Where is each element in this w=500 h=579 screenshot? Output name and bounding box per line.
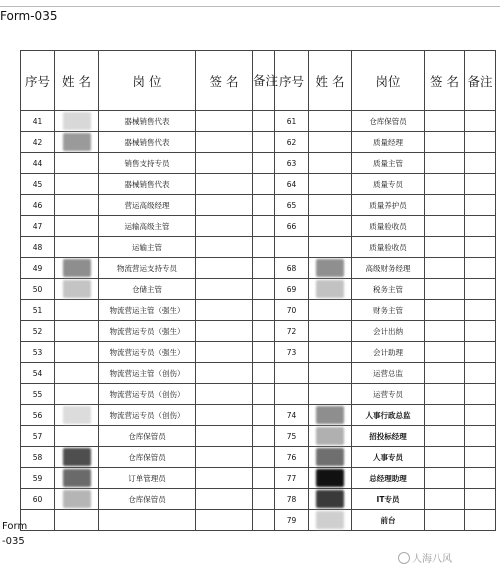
row-post-2: 招投标经理 xyxy=(352,426,425,447)
table-row xyxy=(21,342,496,363)
row-remark-2 xyxy=(465,405,496,426)
row-name xyxy=(55,300,99,321)
signature-table xyxy=(20,50,496,531)
header-row xyxy=(21,51,496,111)
row-name-2 xyxy=(309,363,352,384)
row-no: 45 xyxy=(21,174,55,195)
redacted-name-block xyxy=(316,427,344,445)
table-row xyxy=(21,132,496,153)
row-post: 运输高级主管 xyxy=(99,216,196,237)
row-remark xyxy=(253,510,275,531)
row-sign-2[interactable] xyxy=(425,342,465,363)
row-sign[interactable] xyxy=(196,237,253,258)
col-header-remark: 备注 xyxy=(253,51,275,111)
row-name-2 xyxy=(309,489,352,510)
row-post: 器械销售代表 xyxy=(99,111,196,132)
row-name-2 xyxy=(309,258,352,279)
row-remark-2 xyxy=(465,468,496,489)
redacted-name-block xyxy=(63,469,91,487)
row-remark-2 xyxy=(465,174,496,195)
row-post-2: IT专员 xyxy=(352,489,425,510)
row-name-2 xyxy=(309,468,352,489)
row-name-2 xyxy=(309,132,352,153)
table-row xyxy=(21,363,496,384)
row-post-2: 质量验收员 xyxy=(352,237,425,258)
row-remark-2 xyxy=(465,447,496,468)
row-sign-2[interactable] xyxy=(425,468,465,489)
row-remark-2 xyxy=(465,132,496,153)
row-remark-2 xyxy=(465,321,496,342)
row-remark-2 xyxy=(465,300,496,321)
row-no: 48 xyxy=(21,237,55,258)
row-name xyxy=(55,384,99,405)
row-name-2 xyxy=(309,300,352,321)
row-name xyxy=(55,405,99,426)
row-post: 物流营运主管（强生） xyxy=(99,300,196,321)
row-no: 56 xyxy=(21,405,55,426)
row-sign[interactable] xyxy=(196,279,253,300)
row-name xyxy=(55,195,99,216)
table-row xyxy=(21,111,496,132)
row-no-2: 65 xyxy=(275,195,309,216)
row-remark-2 xyxy=(465,237,496,258)
row-post: 物流营运专员（创伤） xyxy=(99,405,196,426)
row-post: 物流营运专员（强生） xyxy=(99,342,196,363)
row-no: 41 xyxy=(21,111,55,132)
row-post-2: 财务主管 xyxy=(352,300,425,321)
row-name xyxy=(55,342,99,363)
row-name xyxy=(55,258,99,279)
row-no: 47 xyxy=(21,216,55,237)
col-header-no-2: 序号 xyxy=(275,51,309,111)
row-sign[interactable] xyxy=(196,300,253,321)
row-post: 物流营运主管（创伤） xyxy=(99,363,196,384)
row-remark-2 xyxy=(465,342,496,363)
row-no: 53 xyxy=(21,342,55,363)
row-remark-2 xyxy=(465,489,496,510)
row-post-2: 前台 xyxy=(352,510,425,531)
row-no-2: 66 xyxy=(275,216,309,237)
row-no-2: 79 xyxy=(275,510,309,531)
col-header-post-2: 岗位 xyxy=(352,51,425,111)
table-row xyxy=(21,237,496,258)
row-name xyxy=(55,447,99,468)
col-header-remark-2: 备注 xyxy=(465,51,496,111)
row-name-2 xyxy=(309,111,352,132)
row-remark-2 xyxy=(465,111,496,132)
row-sign[interactable] xyxy=(196,174,253,195)
row-sign-2[interactable] xyxy=(425,447,465,468)
row-post: 仓储主管 xyxy=(99,279,196,300)
row-post-2: 税务主管 xyxy=(352,279,425,300)
row-no: 50 xyxy=(21,279,55,300)
row-sign-2[interactable] xyxy=(425,300,465,321)
row-no-2: 64 xyxy=(275,174,309,195)
row-no-2: 78 xyxy=(275,489,309,510)
redacted-name-block xyxy=(316,280,344,298)
row-sign[interactable] xyxy=(196,468,253,489)
row-post: 仓库保管员 xyxy=(99,489,196,510)
table-row xyxy=(21,174,496,195)
row-remark xyxy=(253,405,275,426)
row-remark xyxy=(253,132,275,153)
row-no: 57 xyxy=(21,426,55,447)
row-post: 仓库保管员 xyxy=(99,447,196,468)
row-sign[interactable] xyxy=(196,153,253,174)
form-code: Form-035 xyxy=(0,9,58,23)
row-remark xyxy=(253,300,275,321)
redacted-name-block xyxy=(63,259,91,277)
row-no-2: 63 xyxy=(275,153,309,174)
col-header-no: 序号 xyxy=(21,51,55,111)
redacted-name-block xyxy=(63,133,91,151)
row-name-2 xyxy=(309,195,352,216)
watermark xyxy=(398,550,452,565)
row-remark xyxy=(253,363,275,384)
row-remark xyxy=(253,468,275,489)
row-sign[interactable] xyxy=(196,447,253,468)
row-sign-2[interactable] xyxy=(425,174,465,195)
row-name xyxy=(55,321,99,342)
row-name-2 xyxy=(309,447,352,468)
row-remark-2 xyxy=(465,279,496,300)
row-sign[interactable] xyxy=(196,489,253,510)
row-post: 物流营运专员（强生） xyxy=(99,321,196,342)
row-no: 44 xyxy=(21,153,55,174)
row-no-2 xyxy=(275,363,309,384)
row-remark-2 xyxy=(465,258,496,279)
row-sign[interactable] xyxy=(196,258,253,279)
row-no-2 xyxy=(275,237,309,258)
watermark-text: 人海八风 xyxy=(412,554,452,565)
row-sign[interactable] xyxy=(196,363,253,384)
row-remark xyxy=(253,489,275,510)
row-remark xyxy=(253,342,275,363)
redacted-name-block xyxy=(63,112,91,130)
redacted-name-block xyxy=(316,259,344,277)
row-sign[interactable] xyxy=(196,405,253,426)
row-no-2 xyxy=(275,384,309,405)
row-sign-2[interactable] xyxy=(425,321,465,342)
row-post-2: 质量验收员 xyxy=(352,216,425,237)
table-body xyxy=(21,111,496,531)
row-no-2: 75 xyxy=(275,426,309,447)
col-header-sign: 签 名 xyxy=(196,51,253,111)
table-row xyxy=(21,300,496,321)
row-no: 49 xyxy=(21,258,55,279)
row-post-2: 仓库保管员 xyxy=(352,111,425,132)
row-sign-2[interactable] xyxy=(425,195,465,216)
row-sign-2[interactable] xyxy=(425,237,465,258)
form-code-bottom-line-1: Form xyxy=(2,521,28,532)
row-remark-2 xyxy=(465,384,496,405)
row-post-2: 运营专员 xyxy=(352,384,425,405)
table-row xyxy=(21,405,496,426)
row-sign-2[interactable] xyxy=(425,426,465,447)
row-name xyxy=(55,468,99,489)
row-post-2: 会计助理 xyxy=(352,342,425,363)
row-remark xyxy=(253,237,275,258)
row-no-2: 76 xyxy=(275,447,309,468)
row-post: 仓库保管员 xyxy=(99,426,196,447)
redacted-name-block xyxy=(63,280,91,298)
row-sign[interactable] xyxy=(196,426,253,447)
row-name xyxy=(55,174,99,195)
row-no: 59 xyxy=(21,468,55,489)
table-row xyxy=(21,153,496,174)
row-no: 42 xyxy=(21,132,55,153)
redacted-name-block xyxy=(63,448,91,466)
row-post-2: 质量专员 xyxy=(352,174,425,195)
row-sign-2[interactable] xyxy=(425,510,465,531)
row-post xyxy=(99,510,196,531)
row-post: 物流营运专员（创伤） xyxy=(99,384,196,405)
row-name-2 xyxy=(309,342,352,363)
row-sign[interactable] xyxy=(196,321,253,342)
table-row xyxy=(21,468,496,489)
table-row xyxy=(21,216,496,237)
row-name-2 xyxy=(309,153,352,174)
row-no-2: 61 xyxy=(275,111,309,132)
watermark-logo-icon xyxy=(398,552,410,564)
row-no-2: 73 xyxy=(275,342,309,363)
row-post-2: 质量主管 xyxy=(352,153,425,174)
row-sign[interactable] xyxy=(196,510,253,531)
row-name xyxy=(55,426,99,447)
row-sign-2[interactable] xyxy=(425,216,465,237)
row-post: 订单管理员 xyxy=(99,468,196,489)
table-row xyxy=(21,195,496,216)
row-remark-2 xyxy=(465,153,496,174)
row-sign[interactable] xyxy=(196,384,253,405)
row-remark xyxy=(253,195,275,216)
redacted-name-block xyxy=(63,490,91,508)
row-name-2 xyxy=(309,510,352,531)
row-name xyxy=(55,216,99,237)
row-no: 60 xyxy=(21,489,55,510)
row-post: 器械销售代表 xyxy=(99,132,196,153)
row-remark xyxy=(253,174,275,195)
row-post-2: 质量养护员 xyxy=(352,195,425,216)
row-name-2 xyxy=(309,237,352,258)
row-sign[interactable] xyxy=(196,342,253,363)
table-row xyxy=(21,321,496,342)
row-post: 物流营运支持专员 xyxy=(99,258,196,279)
row-sign[interactable] xyxy=(196,132,253,153)
row-post-2: 高级财务经理 xyxy=(352,258,425,279)
row-sign-2[interactable] xyxy=(425,279,465,300)
table-row xyxy=(21,426,496,447)
top-rule xyxy=(0,6,500,7)
row-no: 52 xyxy=(21,321,55,342)
row-remark xyxy=(253,111,275,132)
row-post-2: 运营总监 xyxy=(352,363,425,384)
row-remark xyxy=(253,216,275,237)
row-no: 55 xyxy=(21,384,55,405)
row-no-2: 72 xyxy=(275,321,309,342)
table-row xyxy=(21,384,496,405)
form-code-bottom-line-2: -035 xyxy=(2,536,25,547)
row-name xyxy=(55,237,99,258)
row-post-2: 人事专员 xyxy=(352,447,425,468)
row-name-2 xyxy=(309,426,352,447)
row-name xyxy=(55,111,99,132)
col-header-name-2: 姓 名 xyxy=(309,51,352,111)
table-row xyxy=(21,447,496,468)
row-remark-2 xyxy=(465,216,496,237)
redacted-name-block xyxy=(63,406,91,424)
row-sign[interactable] xyxy=(196,111,253,132)
row-post: 器械销售代表 xyxy=(99,174,196,195)
redacted-name-block xyxy=(316,406,344,424)
row-no: 54 xyxy=(21,363,55,384)
row-no-2: 77 xyxy=(275,468,309,489)
redacted-name-block xyxy=(316,469,344,487)
row-sign-2[interactable] xyxy=(425,153,465,174)
table-row xyxy=(21,510,496,531)
redacted-name-block xyxy=(316,448,344,466)
row-sign-2[interactable] xyxy=(425,111,465,132)
row-remark-2 xyxy=(465,510,496,531)
row-no-2: 74 xyxy=(275,405,309,426)
table-row xyxy=(21,489,496,510)
table-row xyxy=(21,279,496,300)
row-name xyxy=(55,510,99,531)
row-remark-2 xyxy=(465,195,496,216)
redacted-name-block xyxy=(316,511,344,529)
row-name xyxy=(55,489,99,510)
row-sign[interactable] xyxy=(196,195,253,216)
row-remark xyxy=(253,426,275,447)
row-name xyxy=(55,279,99,300)
redacted-name-block xyxy=(316,490,344,508)
row-post: 营运高级经理 xyxy=(99,195,196,216)
row-name-2 xyxy=(309,384,352,405)
row-name-2 xyxy=(309,216,352,237)
row-no-2: 70 xyxy=(275,300,309,321)
row-name xyxy=(55,132,99,153)
row-name xyxy=(55,363,99,384)
row-sign-2[interactable] xyxy=(425,405,465,426)
row-remark xyxy=(253,258,275,279)
form-code-bottom xyxy=(2,519,27,549)
row-sign-2[interactable] xyxy=(425,363,465,384)
row-no-2: 68 xyxy=(275,258,309,279)
row-sign[interactable] xyxy=(196,216,253,237)
row-sign-2[interactable] xyxy=(425,384,465,405)
row-post-2: 会计出纳 xyxy=(352,321,425,342)
col-header-sign-2: 签 名 xyxy=(425,51,465,111)
row-name xyxy=(55,153,99,174)
row-remark xyxy=(253,384,275,405)
row-name-2 xyxy=(309,405,352,426)
row-no: 46 xyxy=(21,195,55,216)
row-name-2 xyxy=(309,174,352,195)
row-post-2: 人事行政总监 xyxy=(352,405,425,426)
row-remark xyxy=(253,153,275,174)
row-sign-2[interactable] xyxy=(425,132,465,153)
row-no-2: 69 xyxy=(275,279,309,300)
row-name-2 xyxy=(309,321,352,342)
row-no: 51 xyxy=(21,300,55,321)
row-remark-2 xyxy=(465,426,496,447)
row-remark xyxy=(253,447,275,468)
row-sign-2[interactable] xyxy=(425,258,465,279)
row-post: 销售支持专员 xyxy=(99,153,196,174)
row-post-2: 质量经理 xyxy=(352,132,425,153)
col-header-post: 岗 位 xyxy=(99,51,196,111)
row-post-2: 总经理助理 xyxy=(352,468,425,489)
row-no-2: 62 xyxy=(275,132,309,153)
row-remark-2 xyxy=(465,363,496,384)
table-row xyxy=(21,258,496,279)
row-no: 58 xyxy=(21,447,55,468)
row-name-2 xyxy=(309,279,352,300)
row-remark xyxy=(253,321,275,342)
row-sign-2[interactable] xyxy=(425,489,465,510)
row-remark xyxy=(253,279,275,300)
col-header-name: 姓 名 xyxy=(55,51,99,111)
row-post: 运输主管 xyxy=(99,237,196,258)
